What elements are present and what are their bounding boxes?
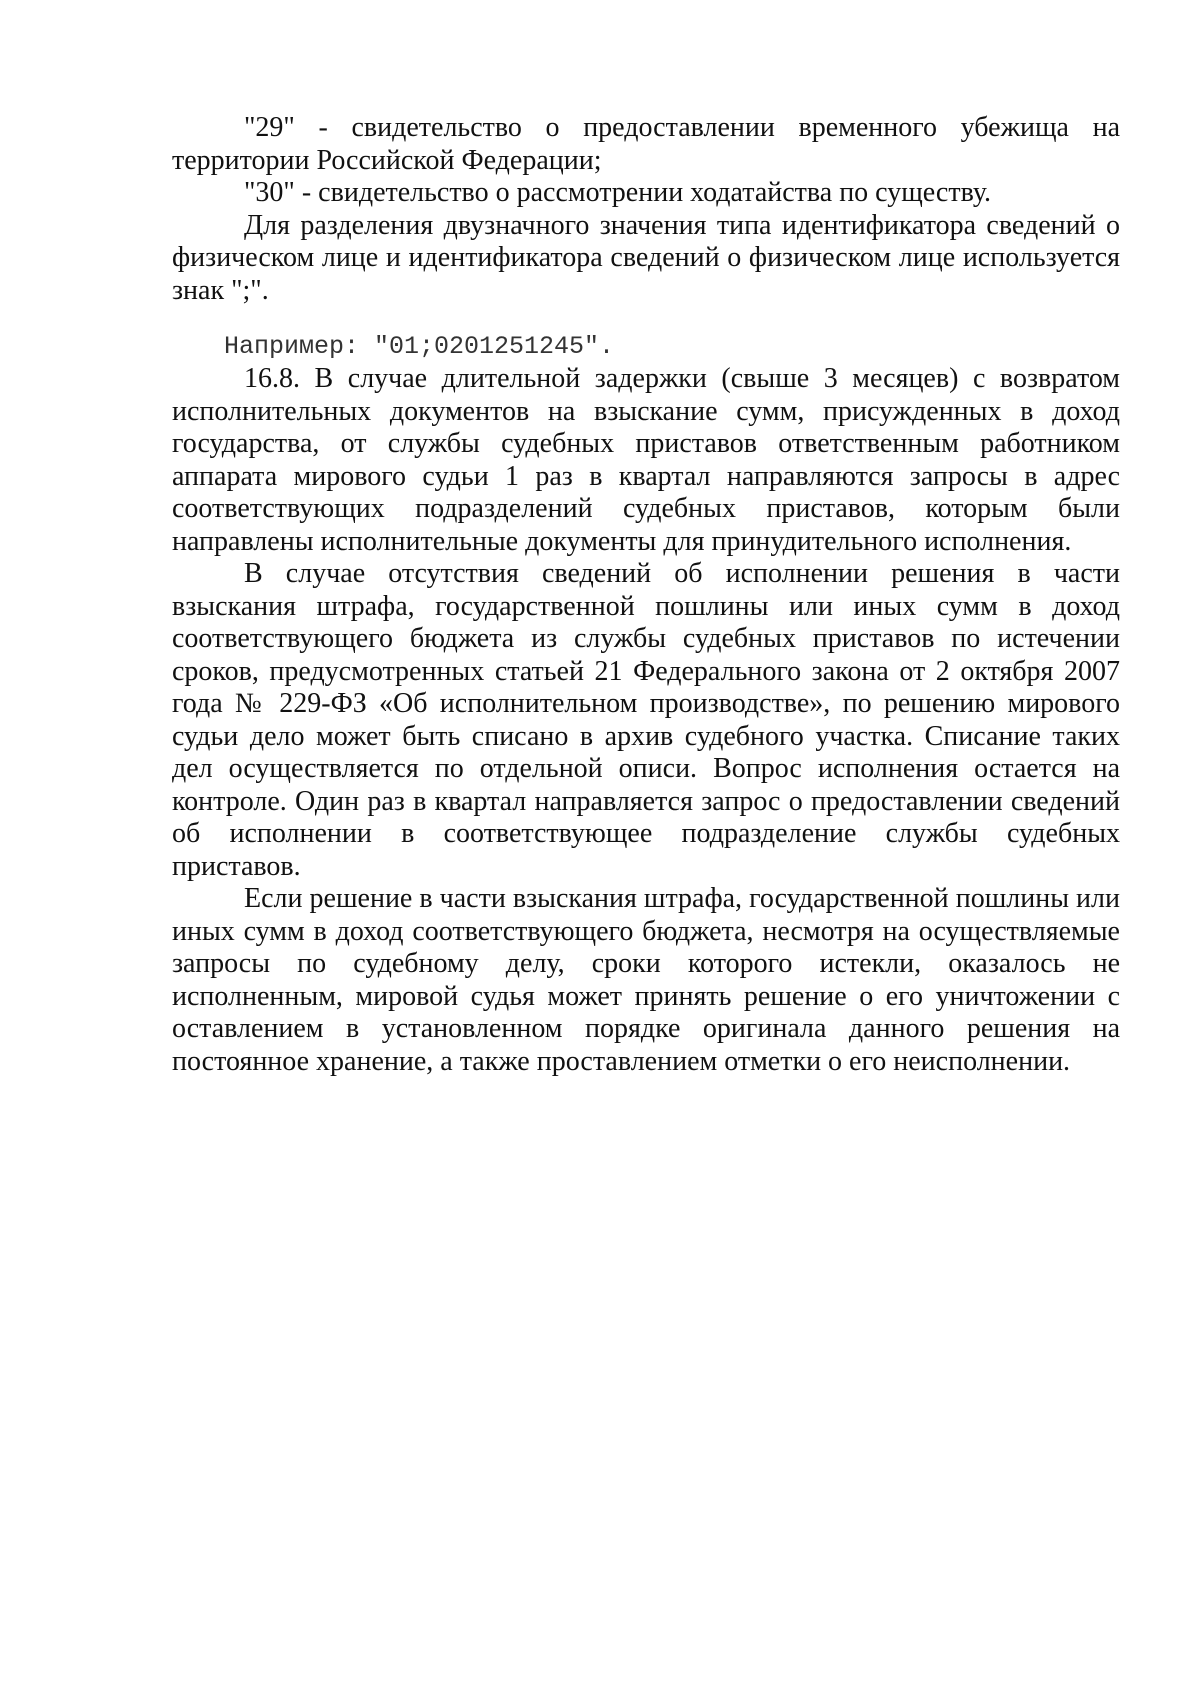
paragraph-code-29: "29" - свидетельство о предоставлении временного убежища на территории Российской Федерации;: [172, 112, 1120, 176]
document-page: [172, 112, 1120, 1078]
paragraph-separator-rule: Для разделения двузначного значения типа идентификатора сведений о физическом лице и идентификатора сведений о физическом лице используется знак ";".: [172, 209, 1120, 306]
paragraph-code-30: "30" - свидетельство о рассмотрении ходатайства по существу.: [244, 177, 992, 208]
paragraph-16-8: 16.8. В случае длительной задержки (свыше 3 месяцев) с возвратом исполнительных документов на взыскание сумм, присужденных в доход государства, от службы судебных приставов ответственным работником аппарата мирового судьи 1 раз в квартал направляются запросы в адрес соответствующих подразделений судебных приставов, которым были направлены исполнительные документы для принудительного исполнения.: [172, 363, 1120, 557]
paragraph-absence-of-info: В случае отсутствия сведений об исполнении решения в части взыскания штрафа, государственной пошлины или иных сумм в доход соответствующего бюджета из службы судебных приставов по истечении сроков, предусмотренных статьей 21 Федерального закона от 2 октября 2007 года № 229-ФЗ «Об исполнительном производстве», по решению мирового судьи дело может быть списано в архив судебного участка. Списание таких дел осуществляется по отдельной описи. Вопрос исполнения остается на контроле. Один раз в квартал направляется запрос о предоставлении сведений об исполнении в соответствующее подразделение службы судебных приставов.: [172, 558, 1120, 882]
example-line: Например: "01;0201251245".: [224, 332, 615, 361]
paragraph-destruction-decision: Если решение в части взыскания штрафа, государственной пошлины или иных сумм в доход соответствующего бюджета, несмотря на осуществляемые запросы по судебному делу, сроки которого истекли, оказалось не исполненным, мировой судья может принять решение о его уничтожении с оставлением в установленном порядке оригинала данного решения на постоянное хранение, а также проставлением отметки о его неисполнении.: [172, 883, 1120, 1077]
